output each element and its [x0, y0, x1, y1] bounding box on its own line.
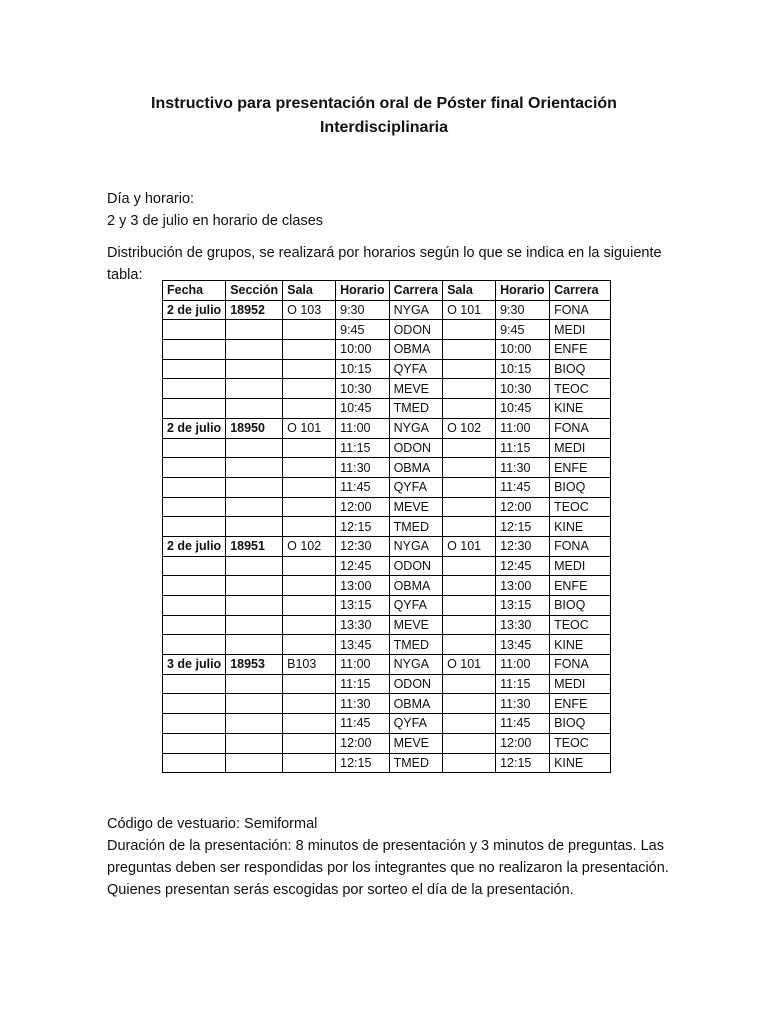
cell-horario: 11:45 — [336, 714, 389, 734]
cell-fecha — [163, 753, 226, 773]
cell-sala: B103 — [283, 655, 336, 675]
cell-seccion: 18953 — [226, 655, 283, 675]
cell-sala — [283, 635, 336, 655]
schedule-section — [107, 188, 677, 232]
cell-horario: 9:30 — [336, 300, 389, 320]
cell-horario-2: 11:45 — [496, 714, 550, 734]
cell-horario-2: 11:15 — [496, 674, 550, 694]
cell-horario-2: 12:45 — [496, 556, 550, 576]
cell-sala-2: O 101 — [443, 300, 496, 320]
cell-horario: 11:00 — [336, 655, 389, 675]
cell-sala: O 102 — [283, 536, 336, 556]
cell-seccion — [226, 635, 283, 655]
cell-horario: 12:15 — [336, 517, 389, 537]
cell-horario: 11:15 — [336, 438, 389, 458]
cell-fecha — [163, 556, 226, 576]
cell-horario: 12:45 — [336, 556, 389, 576]
table-row — [163, 517, 611, 537]
cell-fecha — [163, 635, 226, 655]
header-horario: Horario — [336, 281, 389, 301]
cell-sala-2 — [443, 379, 496, 399]
cell-fecha — [163, 379, 226, 399]
cell-horario: 12:30 — [336, 536, 389, 556]
table-row — [163, 733, 611, 753]
cell-fecha: 3 de julio — [163, 655, 226, 675]
cell-horario-2: 13:45 — [496, 635, 550, 655]
cell-sala — [283, 615, 336, 635]
cell-carrera-2: FONA — [550, 418, 611, 438]
dress-code: Código de vestuario: Semiformal — [107, 816, 318, 832]
cell-fecha: 2 de julio — [163, 300, 226, 320]
cell-horario: 11:30 — [336, 694, 389, 714]
cell-sala — [283, 556, 336, 576]
header-seccion: Sección — [226, 281, 283, 301]
cell-sala — [283, 517, 336, 537]
cell-fecha — [163, 320, 226, 340]
cell-carrera: NYGA — [389, 418, 442, 438]
cell-sala-2 — [443, 674, 496, 694]
cell-seccion — [226, 674, 283, 694]
table-row — [163, 556, 611, 576]
cell-carrera: QYFA — [389, 714, 442, 734]
cell-sala — [283, 359, 336, 379]
table-row — [163, 635, 611, 655]
cell-horario: 11:15 — [336, 674, 389, 694]
cell-carrera: MEVE — [389, 733, 442, 753]
cell-sala-2 — [443, 576, 496, 596]
cell-horario-2: 11:15 — [496, 438, 550, 458]
cell-horario-2: 10:45 — [496, 399, 550, 419]
cell-sala-2 — [443, 359, 496, 379]
cell-fecha — [163, 399, 226, 419]
page-title: Instructivo para presentación oral de Póster final Orientación Interdisciplinaria — [151, 95, 617, 136]
cell-carrera-2: FONA — [550, 655, 611, 675]
cell-fecha: 2 de julio — [163, 418, 226, 438]
table-row — [163, 615, 611, 635]
cell-horario: 13:45 — [336, 635, 389, 655]
cell-horario: 12:15 — [336, 753, 389, 773]
header-fecha: Fecha — [163, 281, 226, 301]
cell-sala — [283, 340, 336, 360]
cell-horario: 11:45 — [336, 477, 389, 497]
cell-carrera-2: BIOQ — [550, 714, 611, 734]
cell-carrera: OBMA — [389, 694, 442, 714]
cell-horario: 11:00 — [336, 418, 389, 438]
cell-carrera-2: KINE — [550, 399, 611, 419]
cell-sala — [283, 674, 336, 694]
cell-carrera: MEVE — [389, 497, 442, 517]
cell-sala-2 — [443, 320, 496, 340]
cell-carrera-2: BIOQ — [550, 596, 611, 616]
cell-horario: 12:00 — [336, 497, 389, 517]
cell-horario-2: 11:45 — [496, 477, 550, 497]
cell-horario-2: 11:30 — [496, 458, 550, 478]
duration-paragraph: Duración de la presentación: 8 minutos de presentación y 3 minutos de preguntas. Las preguntas deben ser respondidas por los integrantes que no realizaron la presentación. Quienes presentan serás escogidas por sorteo el día de la presentación. — [107, 838, 669, 898]
table-row — [163, 714, 611, 734]
cell-horario: 13:15 — [336, 596, 389, 616]
cell-horario-2: 11:00 — [496, 655, 550, 675]
table-row — [163, 399, 611, 419]
cell-sala-2 — [443, 753, 496, 773]
cell-seccion — [226, 576, 283, 596]
cell-carrera-2: MEDI — [550, 674, 611, 694]
cell-sala: O 103 — [283, 300, 336, 320]
cell-sala — [283, 596, 336, 616]
cell-fecha — [163, 714, 226, 734]
cell-seccion — [226, 694, 283, 714]
cell-carrera: ODON — [389, 556, 442, 576]
cell-seccion — [226, 517, 283, 537]
cell-sala-2 — [443, 733, 496, 753]
cell-horario-2: 11:30 — [496, 694, 550, 714]
table-row — [163, 340, 611, 360]
table-row — [163, 655, 611, 675]
cell-sala — [283, 733, 336, 753]
cell-carrera: QYFA — [389, 359, 442, 379]
cell-carrera-2: TEOC — [550, 497, 611, 517]
cell-carrera: OBMA — [389, 340, 442, 360]
cell-horario-2: 10:30 — [496, 379, 550, 399]
cell-carrera: NYGA — [389, 536, 442, 556]
cell-sala-2 — [443, 477, 496, 497]
cell-seccion — [226, 379, 283, 399]
cell-sala-2: O 101 — [443, 655, 496, 675]
cell-horario-2: 12:15 — [496, 517, 550, 537]
cell-horario: 10:15 — [336, 359, 389, 379]
cell-carrera: OBMA — [389, 576, 442, 596]
cell-carrera-2: ENFE — [550, 458, 611, 478]
cell-horario: 10:00 — [336, 340, 389, 360]
cell-horario-2: 13:30 — [496, 615, 550, 635]
cell-horario-2: 9:45 — [496, 320, 550, 340]
cell-seccion — [226, 556, 283, 576]
cell-carrera-2: TEOC — [550, 733, 611, 753]
cell-seccion — [226, 615, 283, 635]
cell-carrera: NYGA — [389, 300, 442, 320]
cell-sala-2 — [443, 458, 496, 478]
cell-sala-2 — [443, 399, 496, 419]
cell-sala — [283, 477, 336, 497]
table-row — [163, 753, 611, 773]
cell-horario-2: 12:15 — [496, 753, 550, 773]
cell-fecha — [163, 458, 226, 478]
cell-sala-2 — [443, 556, 496, 576]
cell-horario-2: 12:00 — [496, 497, 550, 517]
cell-sala-2: O 102 — [443, 418, 496, 438]
cell-sala-2 — [443, 615, 496, 635]
cell-carrera: MEVE — [389, 379, 442, 399]
cell-carrera: MEVE — [389, 615, 442, 635]
cell-horario: 11:30 — [336, 458, 389, 478]
cell-seccion — [226, 340, 283, 360]
table-row — [163, 300, 611, 320]
cell-seccion — [226, 596, 283, 616]
table-row — [163, 320, 611, 340]
cell-horario: 10:30 — [336, 379, 389, 399]
schedule-value: 2 y 3 de julio en horario de clases — [107, 213, 324, 229]
cell-carrera: NYGA — [389, 655, 442, 675]
cell-sala-2 — [443, 635, 496, 655]
cell-horario-2: 10:15 — [496, 359, 550, 379]
header-carrera-2: Carrera — [550, 281, 611, 301]
cell-carrera: OBMA — [389, 458, 442, 478]
table-row — [163, 418, 611, 438]
cell-sala — [283, 497, 336, 517]
cell-sala — [283, 320, 336, 340]
cell-horario-2: 9:30 — [496, 300, 550, 320]
cell-carrera-2: KINE — [550, 635, 611, 655]
table-row — [163, 359, 611, 379]
cell-seccion — [226, 477, 283, 497]
cell-fecha — [163, 359, 226, 379]
cell-carrera-2: KINE — [550, 517, 611, 537]
cell-fecha — [163, 733, 226, 753]
cell-carrera: ODON — [389, 674, 442, 694]
cell-carrera: QYFA — [389, 477, 442, 497]
table-row — [163, 576, 611, 596]
cell-horario: 12:00 — [336, 733, 389, 753]
schedule-table-body — [163, 300, 611, 773]
cell-fecha — [163, 438, 226, 458]
cell-horario-2: 12:30 — [496, 536, 550, 556]
cell-sala — [283, 576, 336, 596]
cell-carrera-2: BIOQ — [550, 359, 611, 379]
cell-seccion — [226, 359, 283, 379]
cell-carrera: TMED — [389, 517, 442, 537]
cell-carrera-2: MEDI — [550, 438, 611, 458]
header-horario-2: Horario — [496, 281, 550, 301]
notes-section — [107, 813, 677, 901]
cell-fecha — [163, 694, 226, 714]
header-sala: Sala — [283, 281, 336, 301]
cell-sala — [283, 753, 336, 773]
table-row — [163, 477, 611, 497]
cell-horario-2: 13:15 — [496, 596, 550, 616]
table-row — [163, 536, 611, 556]
cell-sala-2 — [443, 596, 496, 616]
cell-sala — [283, 399, 336, 419]
table-row — [163, 694, 611, 714]
cell-horario: 10:45 — [336, 399, 389, 419]
cell-carrera-2: TEOC — [550, 615, 611, 635]
cell-horario-2: 12:00 — [496, 733, 550, 753]
cell-carrera: TMED — [389, 635, 442, 655]
table-row — [163, 438, 611, 458]
cell-seccion — [226, 399, 283, 419]
cell-horario-2: 10:00 — [496, 340, 550, 360]
cell-sala-2 — [443, 438, 496, 458]
header-sala-2: Sala — [443, 281, 496, 301]
cell-fecha — [163, 674, 226, 694]
cell-fecha — [163, 615, 226, 635]
cell-sala-2: O 101 — [443, 536, 496, 556]
cell-fecha — [163, 576, 226, 596]
cell-sala — [283, 714, 336, 734]
cell-horario: 13:30 — [336, 615, 389, 635]
cell-carrera: ODON — [389, 320, 442, 340]
cell-sala — [283, 438, 336, 458]
cell-carrera-2: ENFE — [550, 576, 611, 596]
distribution-paragraph: Distribución de grupos, se realizará por horarios según lo que se indica en la siguiente tabla: — [107, 245, 662, 283]
table-row — [163, 674, 611, 694]
cell-fecha — [163, 477, 226, 497]
cell-sala: O 101 — [283, 418, 336, 438]
cell-horario: 9:45 — [336, 320, 389, 340]
cell-sala-2 — [443, 714, 496, 734]
cell-carrera-2: MEDI — [550, 320, 611, 340]
cell-fecha — [163, 596, 226, 616]
cell-sala-2 — [443, 517, 496, 537]
cell-carrera-2: FONA — [550, 300, 611, 320]
cell-seccion — [226, 733, 283, 753]
table-header-row — [163, 281, 611, 301]
cell-carrera: ODON — [389, 438, 442, 458]
cell-fecha: 2 de julio — [163, 536, 226, 556]
cell-fecha — [163, 340, 226, 360]
cell-carrera: TMED — [389, 753, 442, 773]
cell-seccion — [226, 458, 283, 478]
cell-carrera-2: TEOC — [550, 379, 611, 399]
cell-carrera-2: BIOQ — [550, 477, 611, 497]
schedule-table — [162, 280, 611, 773]
cell-horario: 13:00 — [336, 576, 389, 596]
cell-carrera: TMED — [389, 399, 442, 419]
cell-horario-2: 13:00 — [496, 576, 550, 596]
cell-sala — [283, 379, 336, 399]
table-row — [163, 458, 611, 478]
schedule-label: Día y horario: — [107, 191, 195, 207]
cell-carrera-2: MEDI — [550, 556, 611, 576]
cell-sala-2 — [443, 497, 496, 517]
cell-seccion — [226, 438, 283, 458]
cell-seccion — [226, 753, 283, 773]
cell-sala-2 — [443, 694, 496, 714]
cell-horario-2: 11:00 — [496, 418, 550, 438]
table-row — [163, 596, 611, 616]
table-row — [163, 379, 611, 399]
header-carrera: Carrera — [389, 281, 442, 301]
cell-carrera: QYFA — [389, 596, 442, 616]
cell-seccion: 18950 — [226, 418, 283, 438]
cell-seccion — [226, 714, 283, 734]
cell-carrera-2: ENFE — [550, 340, 611, 360]
cell-seccion — [226, 320, 283, 340]
cell-sala — [283, 694, 336, 714]
cell-carrera-2: ENFE — [550, 694, 611, 714]
cell-carrera-2: KINE — [550, 753, 611, 773]
cell-seccion: 18952 — [226, 300, 283, 320]
cell-fecha — [163, 497, 226, 517]
cell-sala — [283, 458, 336, 478]
cell-carrera-2: FONA — [550, 536, 611, 556]
table-row — [163, 497, 611, 517]
cell-seccion — [226, 497, 283, 517]
cell-sala-2 — [443, 340, 496, 360]
cell-fecha — [163, 517, 226, 537]
cell-seccion: 18951 — [226, 536, 283, 556]
